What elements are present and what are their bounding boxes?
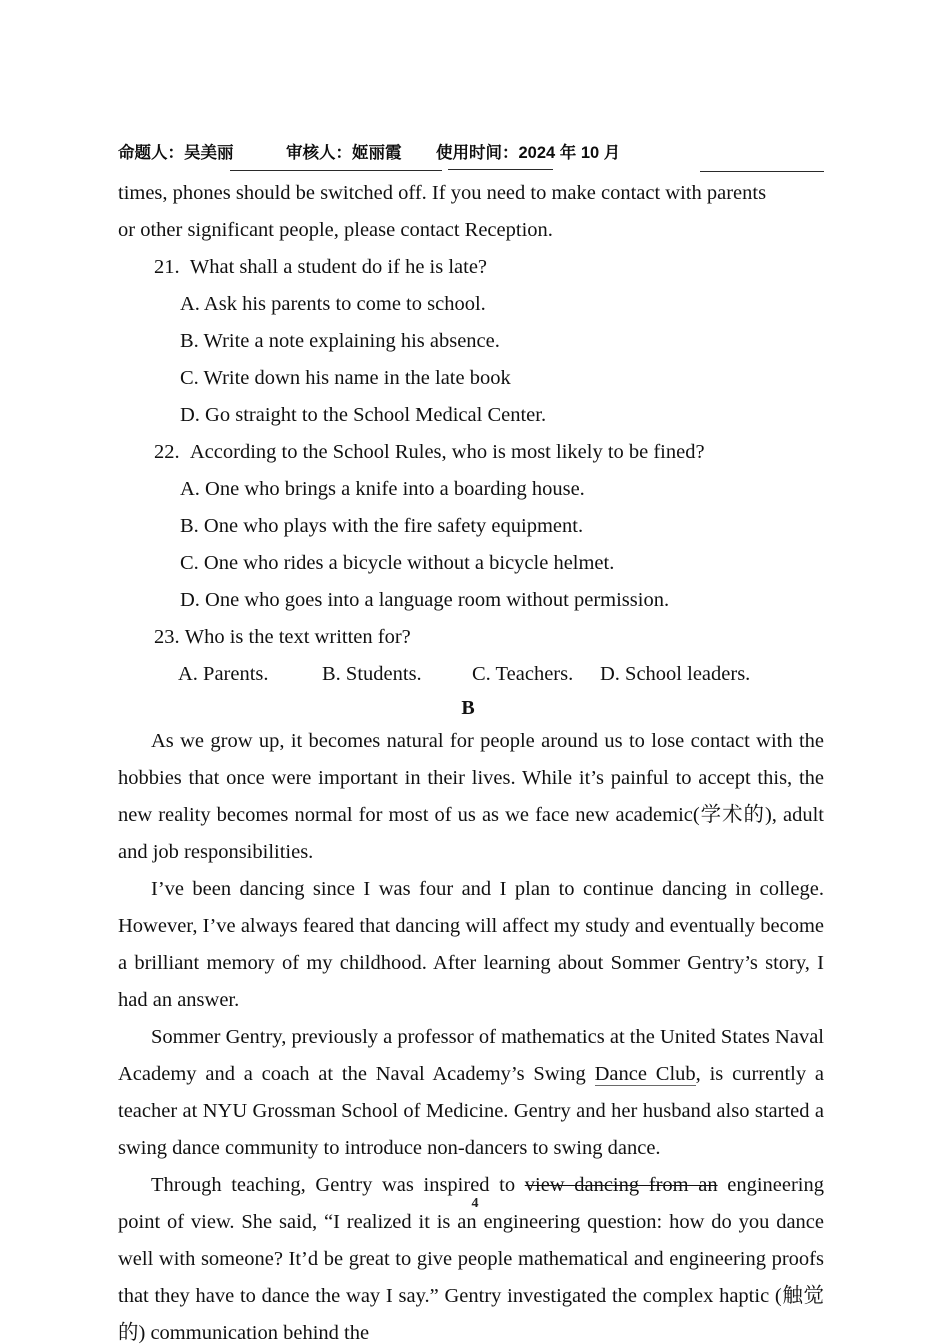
reviewer-label: 审核人： [286, 144, 352, 162]
page-number: 4 [471, 1196, 479, 1211]
question-23-option-d[interactable]: D. School leaders. [600, 663, 751, 685]
section-b-paragraph-3 [118, 1019, 824, 1167]
section-b-paragraph-4 [118, 1167, 824, 1344]
question-21-option-d[interactable]: D. Go straight to the School Medical Center. [180, 404, 547, 426]
question-22-option-c[interactable]: C. One who rides a bicycle without a bicycle helmet. [180, 552, 615, 574]
document-header [118, 145, 824, 175]
question-23-option-a[interactable]: A. Parents. [178, 663, 269, 685]
header-rule-left [230, 170, 442, 171]
question-22-stem: According to the School Rules, who is most likely to be fined? [189, 441, 705, 463]
question-21-number: 21. [154, 256, 180, 278]
question-22 [118, 434, 824, 471]
paragraph-3-part-1: Sommer Gentry, previously a professor of mathematics at the United States Naval Academy and a coach at the Naval Academy’s Swing [118, 1026, 824, 1085]
question-23-option-c[interactable]: C. Teachers. [472, 663, 574, 685]
header-rule-right [700, 171, 824, 172]
date-label: 使用时间： [436, 144, 519, 162]
question-22-option-d[interactable]: D. One who goes into a language room without permission. [180, 589, 670, 611]
question-23-options [118, 656, 824, 693]
reviewer-name: 姬丽霞 [352, 144, 402, 162]
author-name: 吴美丽 [184, 144, 234, 162]
question-22-number: 22. [154, 441, 180, 463]
section-b-letter: B [461, 697, 475, 719]
question-23 [118, 619, 824, 656]
question-22-option-a[interactable]: A. One who brings a knife into a boarding house. [180, 478, 585, 500]
paragraph-4-part-1: Through teaching, Gentry was inspired to [151, 1174, 525, 1196]
paragraph-3-part-2: , is currently a teacher at NYU Grossman School of Medicine. Gentry and her husband also started a swing dance community to introduce non-dancers to swing dance. [118, 1063, 824, 1159]
question-23-option-b[interactable]: B. Students. [322, 663, 422, 685]
paragraph-4-struck-phrase: view dancing from an [524, 1174, 718, 1196]
header-rule-middle [448, 169, 553, 170]
date-value: 2024 年 10 月 [518, 144, 621, 162]
question-21-option-a[interactable]: A. Ask his parents to come to school. [180, 293, 486, 315]
question-21 [118, 249, 824, 286]
question-21-option-c[interactable]: C. Write down his name in the late book [180, 367, 511, 389]
author-label: 命题人： [118, 144, 184, 162]
question-23-stem: Who is the text written for? [184, 626, 411, 648]
question-21-stem: What shall a student do if he is late? [189, 256, 488, 278]
continued-passage-line-2: or other significant people, please contact Reception. [118, 219, 553, 241]
page-content [118, 145, 824, 1344]
paragraph-3-underlined-phrase: Dance Club [594, 1063, 696, 1085]
question-23-number: 23. [154, 626, 180, 648]
section-b-paragraph-1: As we grow up, it becomes natural for people around us to lose contact with the hobbies that once were important in their lives. While it’s painful to accept this, the new reality becomes normal for most of us as we face new academic(学术的), adult and job responsibilities. [118, 730, 824, 863]
section-b-paragraph-2: I’ve been dancing since I was four and I plan to continue dancing in college. However, I’ve always feared that dancing will affect my study and eventually become a brilliant memory of my childhood. After learning about Sommer Gentry’s story, I had an answer. [118, 878, 824, 1011]
paragraph-4-part-2: engineering point of view. She said, “I realized it is an engineering question: how do you dance well with someone? It’d be great to give people mathematical and engineering proofs that they have to dance the way I say.” Gentry investigated the complex haptic (触觉的) communication behind the [118, 1174, 824, 1344]
question-22-option-b[interactable]: B. One who plays with the fire safety equipment. [180, 515, 584, 537]
question-21-option-b[interactable]: B. Write a note explaining his absence. [180, 330, 500, 352]
continued-passage-line-1: times, phones should be switched off. If you need to make contact with parents [118, 182, 767, 204]
